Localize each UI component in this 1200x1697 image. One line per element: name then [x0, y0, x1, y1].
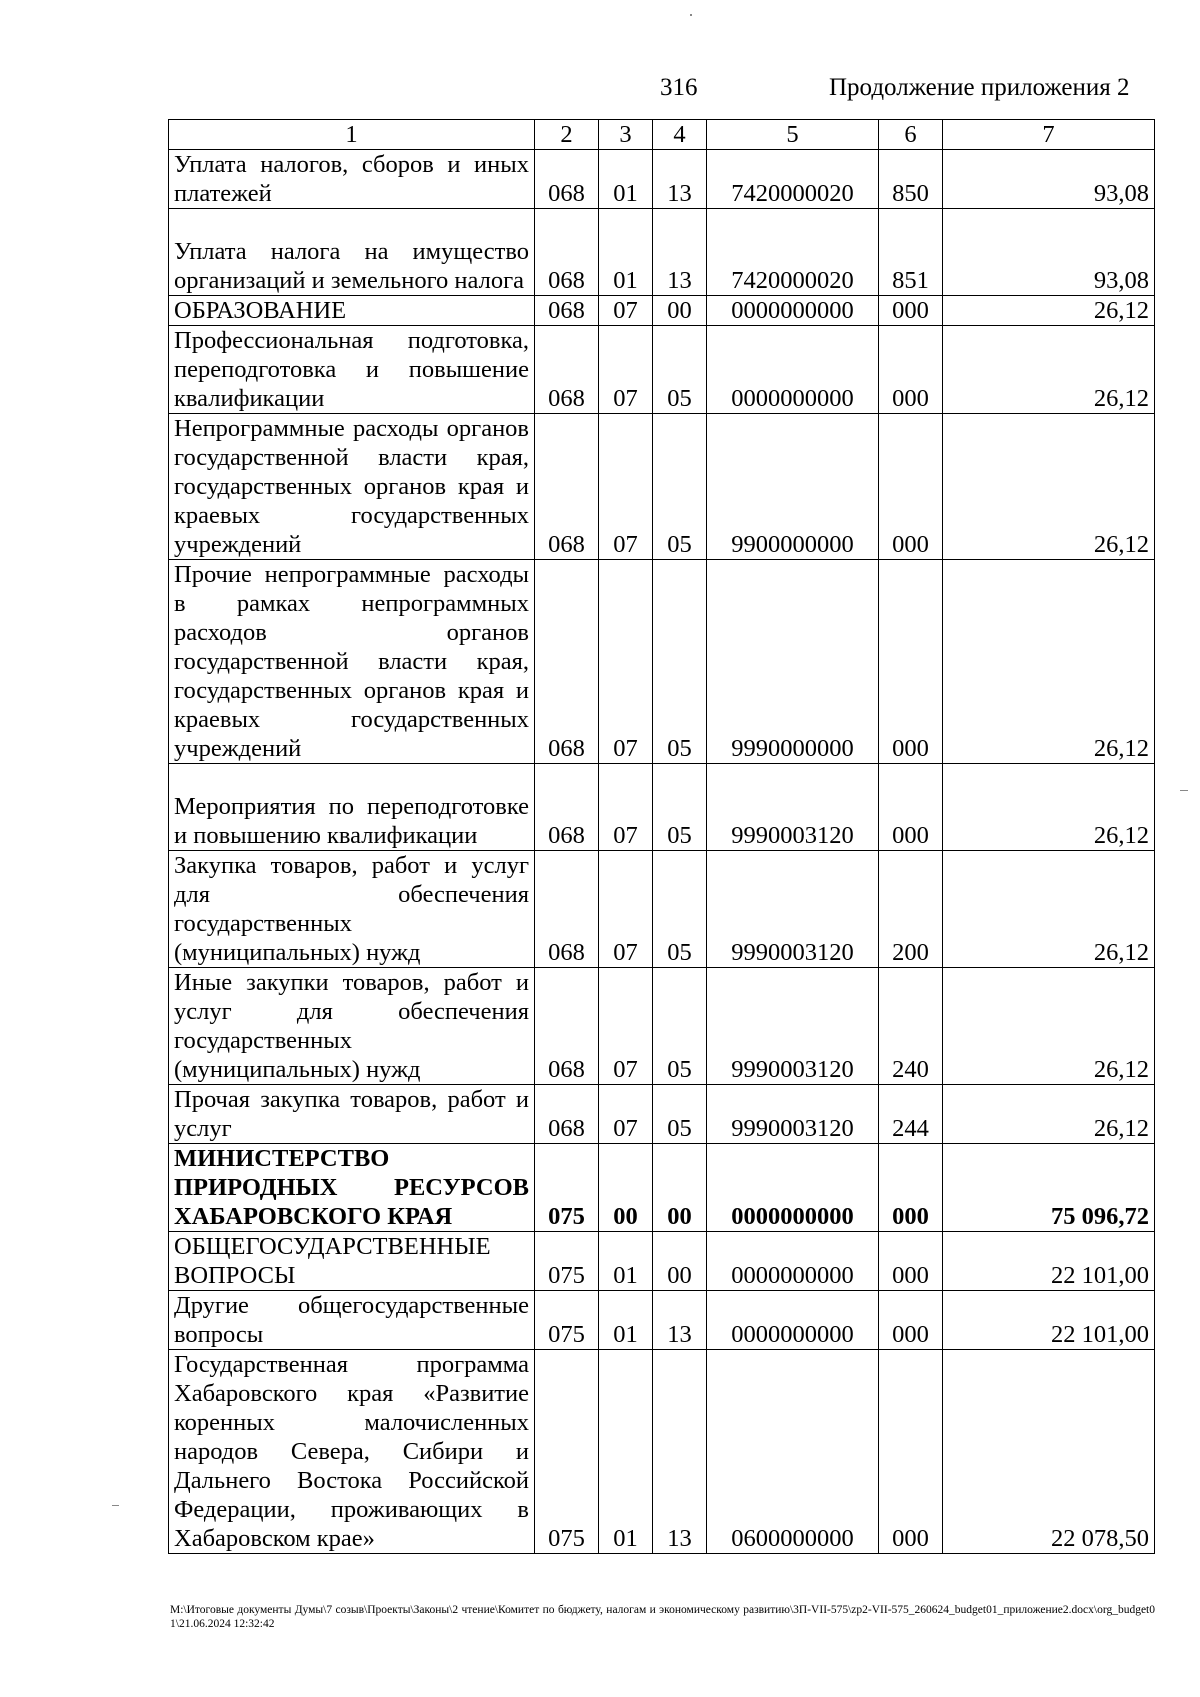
code-subsection: 13 [653, 150, 707, 209]
code-target-item: 9990003120 [707, 851, 879, 968]
code-target-item: 0600000000 [707, 1350, 879, 1554]
code-admin: 068 [535, 560, 599, 764]
code-subsection: 00 [653, 296, 707, 326]
code-subsection: 05 [653, 968, 707, 1085]
column-header: 6 [879, 120, 943, 150]
amount: 22 101,00 [943, 1232, 1155, 1291]
code-subsection: 05 [653, 764, 707, 851]
column-header: 4 [653, 120, 707, 150]
row-name: МИНИСТЕРСТВО ПРИРОДНЫХ РЕСУРСОВ ХАБАРОВСКОГО КРАЯ [169, 1144, 535, 1232]
code-section: 01 [599, 1350, 653, 1554]
row-name: Профессиональная подготовка, переподготовка и повышение квалификации [169, 326, 535, 414]
budget-table [168, 119, 1155, 1554]
table-row [169, 764, 1155, 851]
amount: 75 096,72 [943, 1144, 1155, 1232]
code-target-item: 9990003120 [707, 1085, 879, 1144]
row-name: Непрограммные расходы органов государственной власти края, государственных органов края и краевых государственных учреждений [169, 414, 535, 560]
scan-mark [112, 1505, 119, 1506]
column-header: 2 [535, 120, 599, 150]
code-expense-type: 200 [879, 851, 943, 968]
row-name: Государственная программа Хабаровского края «Развитие коренных малочисленных народов Севера, Сибири и Дальнего Востока Российской Федерации, проживающих в Хабаровском крае» [169, 1350, 535, 1554]
code-section: 01 [599, 150, 653, 209]
code-subsection: 13 [653, 209, 707, 296]
code-section: 00 [599, 1144, 653, 1232]
scan-mark [1180, 790, 1188, 791]
code-admin: 068 [535, 1085, 599, 1144]
table-row [169, 1291, 1155, 1350]
code-section: 07 [599, 1085, 653, 1144]
row-name: ОБРАЗОВАНИЕ [169, 296, 535, 326]
row-name: Прочие непрограммные расходы в рамках непрограммных расходов органов государственной власти края, государственных органов края и краевых государственных учреждений [169, 560, 535, 764]
amount: 26,12 [943, 968, 1155, 1085]
row-name: Уплата налогов, сборов и иных платежей [169, 150, 535, 209]
file-path-footer: M:\Итоговые документы Думы\7 созыв\Проекты\Законы\2 чтение\Комитет по бюджету, налогам и экономическому развитию\3П-VII-575\zp2-VII-575_260624_budget01_приложение2.docx\org_budget01\21.06.2024 12:32:42 [170, 1604, 1155, 1630]
code-target-item: 0000000000 [707, 1232, 879, 1291]
page-number: 316 [660, 74, 698, 101]
table-row [169, 1232, 1155, 1291]
code-admin: 075 [535, 1350, 599, 1554]
code-admin: 068 [535, 326, 599, 414]
table-row [169, 1350, 1155, 1554]
code-subsection: 05 [653, 851, 707, 968]
amount: 22 101,00 [943, 1291, 1155, 1350]
code-section: 07 [599, 296, 653, 326]
code-expense-type: 000 [879, 326, 943, 414]
code-section: 01 [599, 1291, 653, 1350]
amount: 26,12 [943, 764, 1155, 851]
amount: 93,08 [943, 150, 1155, 209]
code-admin: 068 [535, 851, 599, 968]
table-row [169, 209, 1155, 296]
code-expense-type: 000 [879, 414, 943, 560]
table-row [169, 851, 1155, 968]
code-target-item: 9990003120 [707, 968, 879, 1085]
row-name: Мероприятия по переподготовке и повышению квалификации [169, 764, 535, 851]
code-expense-type: 850 [879, 150, 943, 209]
column-header: 7 [943, 120, 1155, 150]
code-section: 07 [599, 851, 653, 968]
row-name: Другие общегосударственные вопросы [169, 1291, 535, 1350]
continuation-label: Продолжение приложения 2 [829, 74, 1130, 101]
code-expense-type: 851 [879, 209, 943, 296]
code-subsection: 05 [653, 326, 707, 414]
code-section: 01 [599, 209, 653, 296]
code-subsection: 00 [653, 1144, 707, 1232]
amount: 22 078,50 [943, 1350, 1155, 1554]
code-admin: 075 [535, 1232, 599, 1291]
code-subsection: 13 [653, 1291, 707, 1350]
code-expense-type: 000 [879, 296, 943, 326]
code-expense-type: 000 [879, 764, 943, 851]
amount: 26,12 [943, 326, 1155, 414]
code-subsection: 05 [653, 1085, 707, 1144]
code-target-item: 7420000020 [707, 150, 879, 209]
code-target-item: 0000000000 [707, 326, 879, 414]
code-expense-type: 240 [879, 968, 943, 1085]
table-row [169, 150, 1155, 209]
amount: 26,12 [943, 414, 1155, 560]
row-name: Закупка товаров, работ и услуг для обеспечения государственных (муниципальных) нужд [169, 851, 535, 968]
code-section: 07 [599, 764, 653, 851]
code-section: 07 [599, 560, 653, 764]
amount: 26,12 [943, 1085, 1155, 1144]
code-target-item: 9900000000 [707, 414, 879, 560]
code-target-item: 0000000000 [707, 1291, 879, 1350]
column-header: 1 [169, 120, 535, 150]
table-row [169, 326, 1155, 414]
table-header-row [169, 120, 1155, 150]
code-admin: 068 [535, 209, 599, 296]
code-subsection: 05 [653, 560, 707, 764]
table-row [169, 414, 1155, 560]
row-name: Иные закупки товаров, работ и услуг для обеспечения государственных (муниципальных) нужд [169, 968, 535, 1085]
amount: 26,12 [943, 851, 1155, 968]
row-name: Уплата налога на имущество организаций и земельного налога [169, 209, 535, 296]
code-admin: 075 [535, 1291, 599, 1350]
code-target-item: 9990000000 [707, 560, 879, 764]
code-target-item: 7420000020 [707, 209, 879, 296]
code-target-item: 9990003120 [707, 764, 879, 851]
scan-mark [690, 14, 692, 16]
code-expense-type: 000 [879, 1144, 943, 1232]
amount: 26,12 [943, 560, 1155, 764]
code-admin: 068 [535, 968, 599, 1085]
row-name: ОБЩЕГОСУДАРСТВЕННЫЕ ВОПРОСЫ [169, 1232, 535, 1291]
code-section: 07 [599, 326, 653, 414]
code-expense-type: 000 [879, 1291, 943, 1350]
code-subsection: 00 [653, 1232, 707, 1291]
code-expense-type: 000 [879, 1232, 943, 1291]
code-admin: 068 [535, 414, 599, 560]
code-admin: 068 [535, 150, 599, 209]
amount: 26,12 [943, 296, 1155, 326]
code-admin: 068 [535, 764, 599, 851]
column-header: 3 [599, 120, 653, 150]
code-subsection: 05 [653, 414, 707, 560]
code-expense-type: 244 [879, 1085, 943, 1144]
table-row [169, 560, 1155, 764]
amount: 93,08 [943, 209, 1155, 296]
code-expense-type: 000 [879, 560, 943, 764]
row-name: Прочая закупка товаров, работ и услуг [169, 1085, 535, 1144]
table-row [169, 296, 1155, 326]
table-row [169, 1144, 1155, 1232]
code-section: 07 [599, 968, 653, 1085]
code-expense-type: 000 [879, 1350, 943, 1554]
table-row [169, 1085, 1155, 1144]
code-subsection: 13 [653, 1350, 707, 1554]
column-header: 5 [707, 120, 879, 150]
code-section: 07 [599, 414, 653, 560]
code-target-item: 0000000000 [707, 1144, 879, 1232]
code-admin: 068 [535, 296, 599, 326]
code-admin: 075 [535, 1144, 599, 1232]
code-section: 01 [599, 1232, 653, 1291]
code-target-item: 0000000000 [707, 296, 879, 326]
table-row [169, 968, 1155, 1085]
